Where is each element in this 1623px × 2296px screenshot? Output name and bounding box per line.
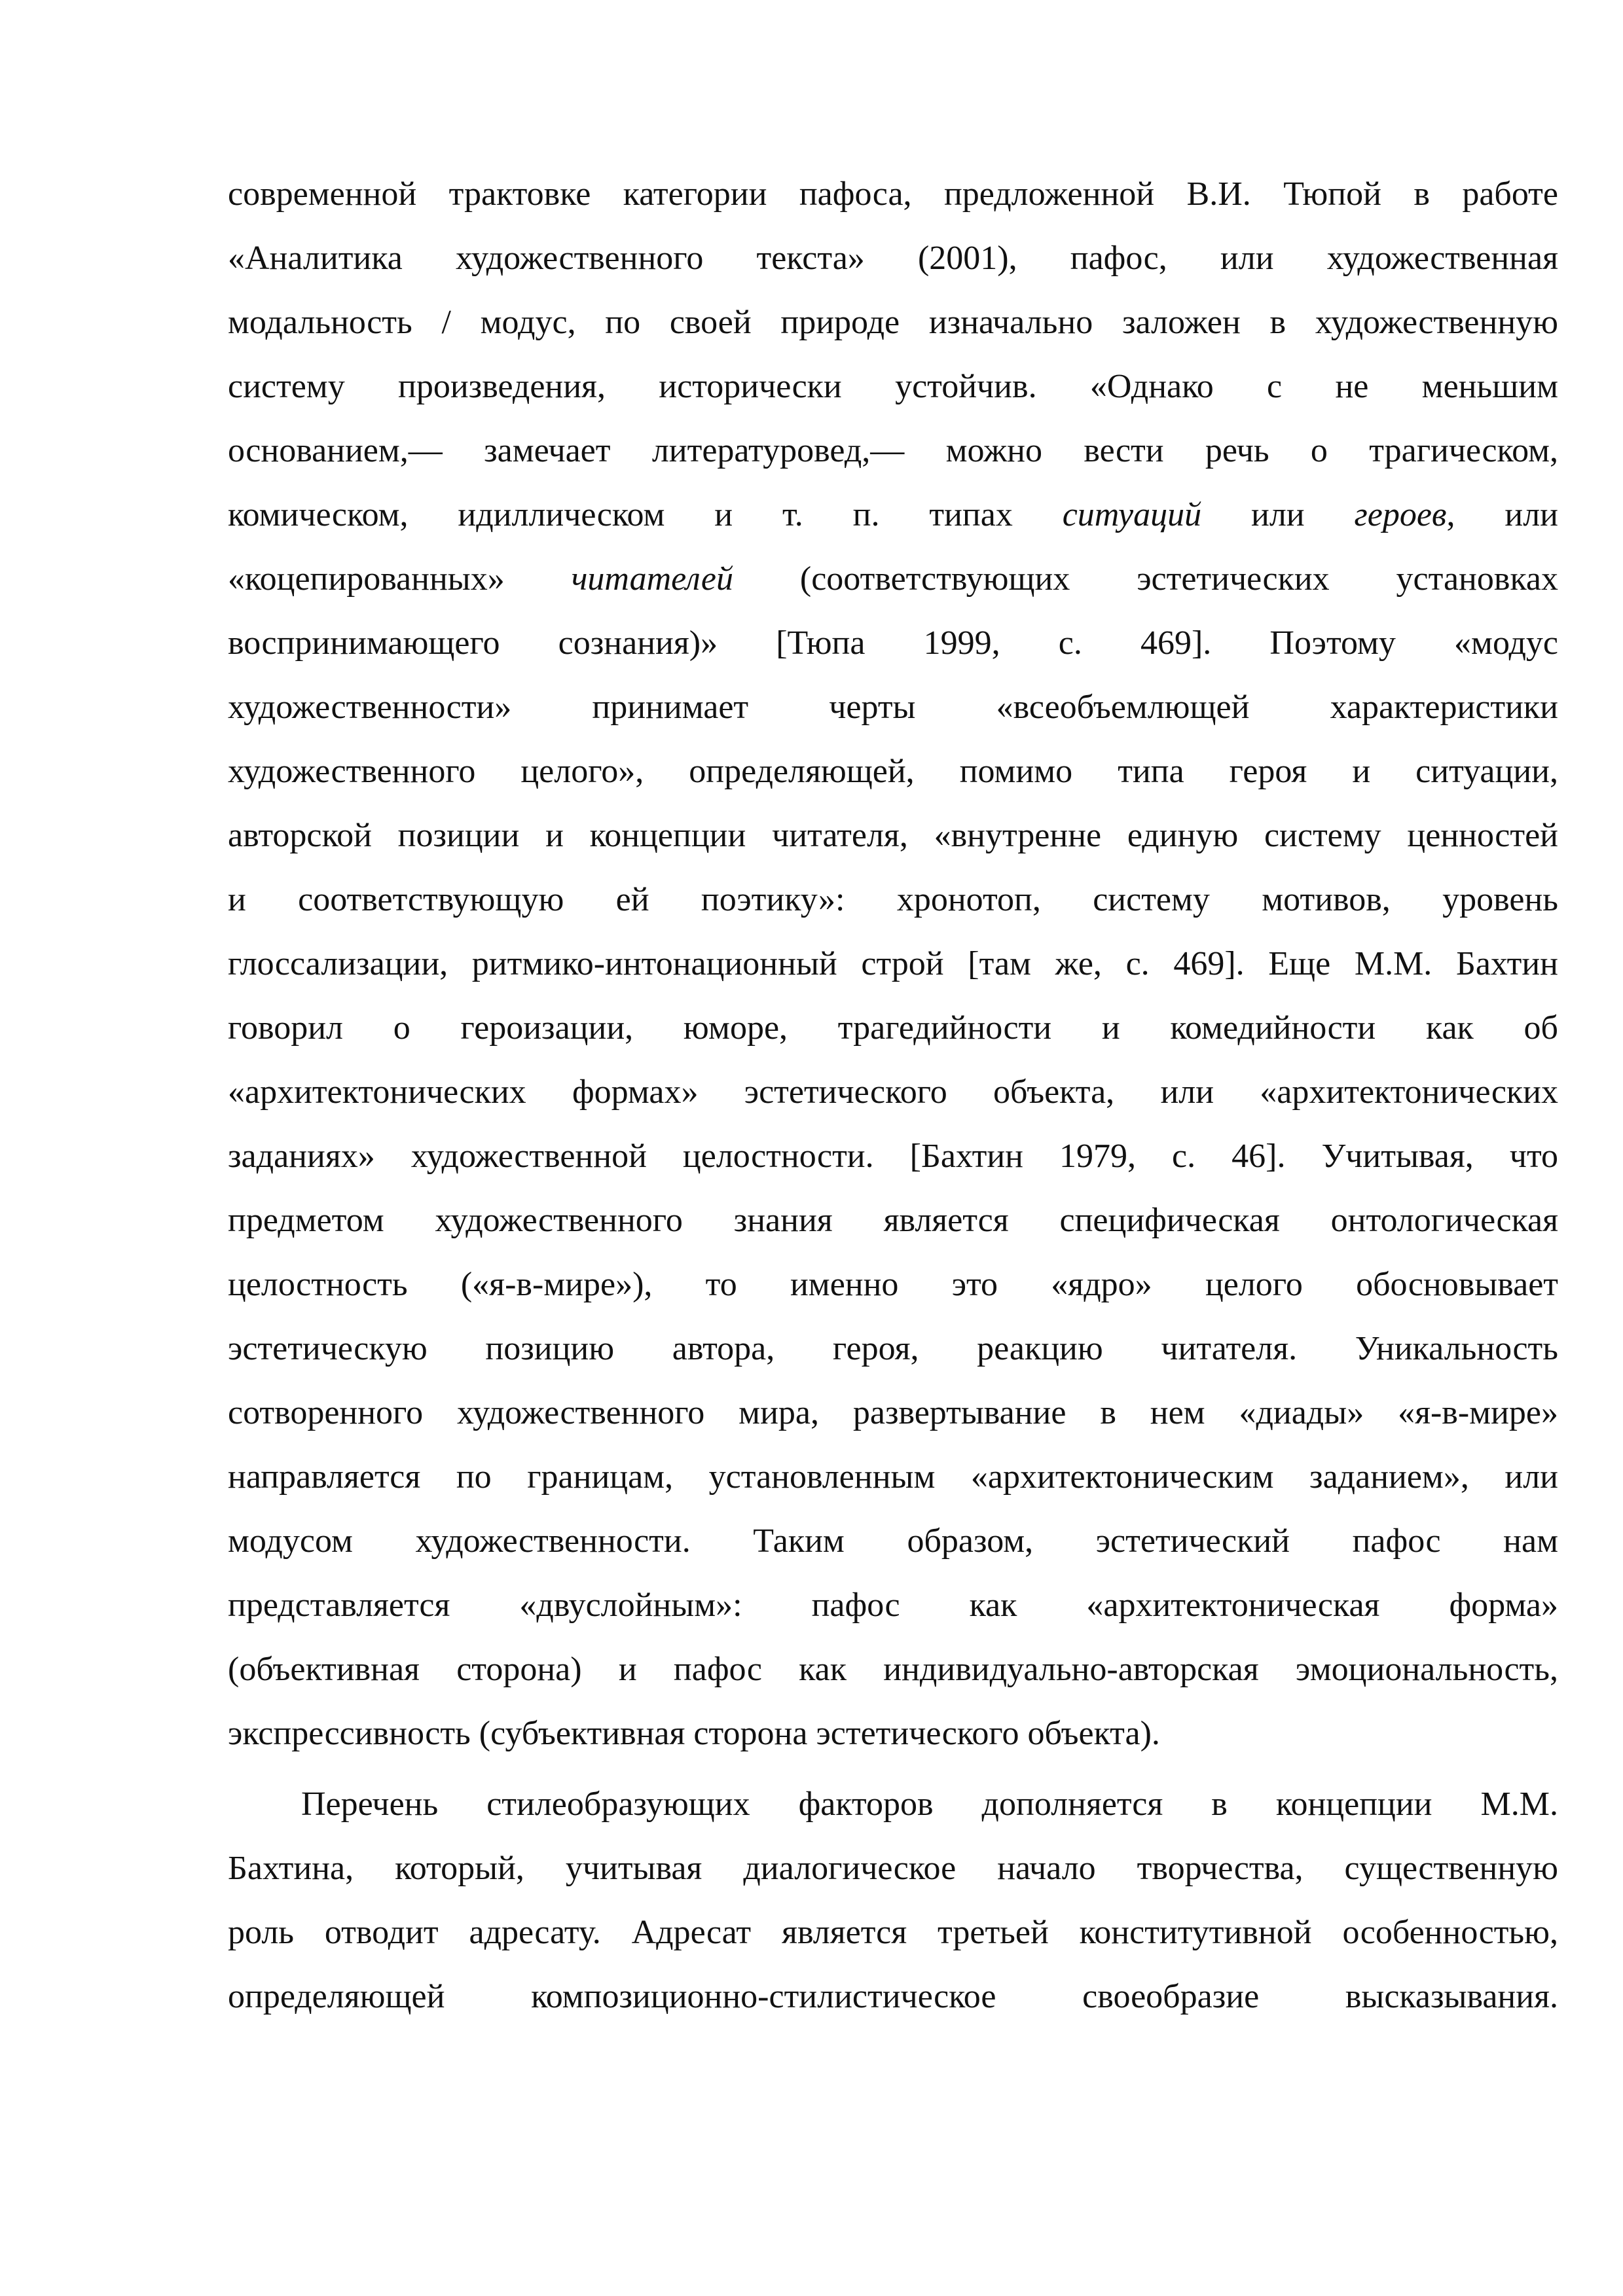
text-run: глоссализации, ритмико-интонационный строй [там же, с. 469]. Еще М.М. Бахтин bbox=[228, 945, 1558, 982]
text-run: роль отводит адресату. Адресат является третьей конститутивной особенностью, bbox=[228, 1914, 1558, 1951]
text-run: заданиях» художественной целостности. [Бахтин 1979, с. 46]. Учитывая, что bbox=[228, 1138, 1558, 1175]
text-run: основанием,— замечает литературовед,— можно вести речь о трагическом, bbox=[228, 432, 1558, 469]
text-line bbox=[228, 419, 1558, 483]
text-line bbox=[228, 1253, 1558, 1317]
text-line bbox=[228, 291, 1558, 355]
text-run: художественного целого», определяющей, помимо типа героя и ситуации, bbox=[228, 753, 1558, 790]
text-run: комическом, идиллическом и т. п. типах bbox=[228, 496, 1063, 533]
text-line bbox=[228, 1702, 1558, 1766]
text-run: , или bbox=[1446, 496, 1558, 533]
text-run: целостность («я-в-мире»), то именно это «ядро» целого обосновывает bbox=[228, 1266, 1558, 1303]
text-run: Бахтина, который, учитывая диалогическое начало творчества, существенную bbox=[228, 1850, 1558, 1887]
text-run: воспринимающего сознания)» [Тюпа 1999, с. 469]. Поэтому «модус bbox=[228, 624, 1558, 662]
italic-term: героев bbox=[1354, 496, 1447, 533]
text-line bbox=[228, 611, 1558, 675]
text-line bbox=[228, 1901, 1558, 1965]
text-run: модальность / модус, по своей природе изначально заложен в художественную bbox=[228, 304, 1558, 341]
text-line bbox=[228, 1381, 1558, 1445]
text-line bbox=[228, 483, 1558, 547]
text-line bbox=[228, 1638, 1558, 1702]
text-run: «коцепированных» bbox=[228, 560, 572, 598]
text-line bbox=[228, 1317, 1558, 1381]
text-run: «архитектонических формах» эстетического объекта, или «архитектонических bbox=[228, 1073, 1558, 1111]
text-line bbox=[228, 996, 1558, 1060]
text-line bbox=[228, 1124, 1558, 1189]
text-line bbox=[228, 1060, 1558, 1124]
text-run: направляется по границам, установленным «архитектоническим заданием», или bbox=[228, 1458, 1558, 1496]
italic-term: читателей bbox=[571, 560, 734, 598]
paragraph bbox=[228, 1772, 1558, 2029]
text-run: модусом художественности. Таким образом, эстетический пафос нам bbox=[228, 1522, 1558, 1560]
text-line bbox=[228, 868, 1558, 932]
text-line bbox=[228, 355, 1558, 419]
text-line bbox=[228, 1965, 1558, 2029]
text-run: представляется «двуслойным»: пафос как «архитектоническая форма» bbox=[228, 1587, 1558, 1624]
text-line bbox=[228, 1445, 1558, 1509]
text-line bbox=[228, 1772, 1558, 1837]
paragraph bbox=[228, 162, 1558, 1766]
text-line bbox=[228, 162, 1558, 226]
text-line bbox=[228, 1189, 1558, 1253]
text-line bbox=[228, 547, 1558, 611]
text-run: определяющей композиционно-стилистическое своеобразие высказывания. bbox=[228, 1978, 1558, 2015]
text-line bbox=[228, 1509, 1558, 1573]
text-line bbox=[228, 1573, 1558, 1638]
text-run: систему произведения, исторически устойчив. «Однако с не меньшим bbox=[228, 368, 1558, 405]
text-line bbox=[228, 226, 1558, 291]
text-line bbox=[228, 804, 1558, 868]
text-run: говорил о героизации, юморе, трагедийности и комедийности как об bbox=[228, 1009, 1558, 1047]
text-run: (объективная сторона) и пафос как индивидуально-авторская эмоциональность, bbox=[228, 1651, 1558, 1688]
text-run: «Аналитика художественного текста» (2001), пафос, или художественная bbox=[228, 240, 1558, 277]
text-run: Перечень стилеобразующих факторов дополняется в концепции М.М. bbox=[301, 1785, 1558, 1823]
text-run: современной трактовке категории пафоса, предложенной В.И. Тюпой в работе bbox=[228, 175, 1558, 213]
text-run: эстетическую позицию автора, героя, реакцию читателя. Уникальность bbox=[228, 1330, 1558, 1367]
text-run: художественности» принимает черты «всеобъемлющей характеристики bbox=[228, 689, 1558, 726]
text-run: экспрессивность (субъективная сторона эстетического объекта). bbox=[228, 1715, 1160, 1752]
text-run: авторской позиции и концепции читателя, «внутренне единую систему ценностей bbox=[228, 817, 1558, 854]
text-run: и соответствующую ей поэтику»: хронотоп, систему мотивов, уровень bbox=[228, 881, 1558, 918]
italic-term: ситуаций bbox=[1062, 496, 1202, 533]
text-line bbox=[228, 675, 1558, 740]
text-line bbox=[228, 740, 1558, 804]
text-run: или bbox=[1201, 496, 1355, 533]
text-run: предметом художественного знания является специфическая онтологическая bbox=[228, 1202, 1558, 1239]
text-run: (соответствующих эстетических установках bbox=[733, 560, 1558, 598]
text-line bbox=[228, 1837, 1558, 1901]
text-line bbox=[228, 932, 1558, 996]
body-text bbox=[228, 162, 1558, 2029]
text-run: сотворенного художественного мира, развертывание в нем «диады» «я-в-мире» bbox=[228, 1394, 1558, 1431]
